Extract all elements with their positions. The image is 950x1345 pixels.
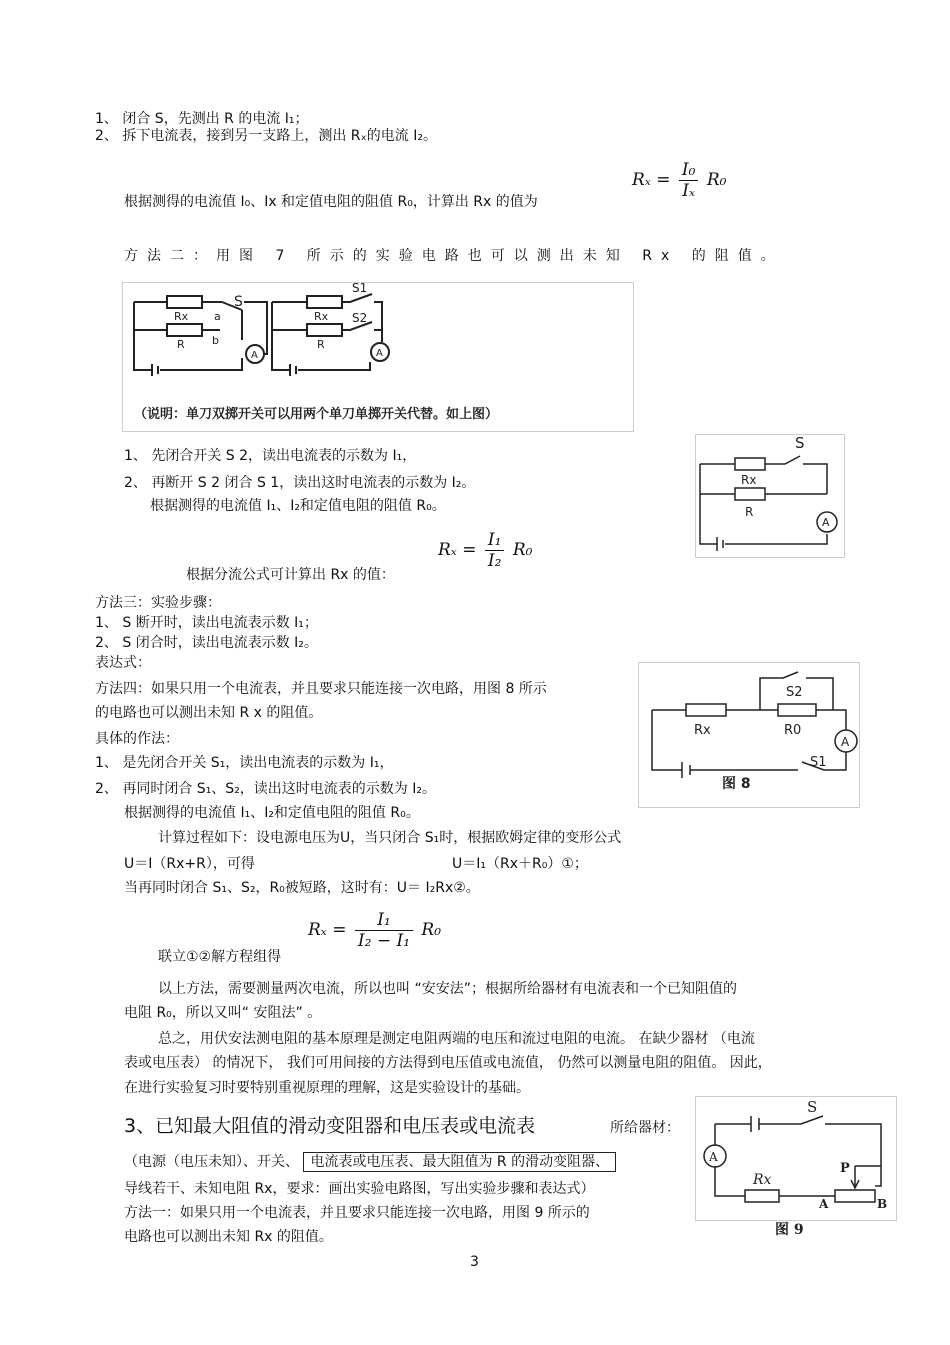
eq2-num: I₁	[485, 530, 505, 551]
method-3-heading: 方法三：实验步骤：	[95, 595, 221, 611]
fig8-caption: 图 8	[722, 776, 751, 792]
figA-label-r: R	[745, 505, 754, 519]
figA-ammeter: A	[822, 516, 830, 529]
figure-7	[122, 282, 634, 432]
fig9-label-p: P	[840, 1161, 850, 1176]
s3-method-1-line2: 电路也可以测出未知 Rx 的阻值。	[124, 1229, 333, 1245]
fig7-label-rx: Rx	[174, 310, 189, 323]
m2-formula-text: 根据分流公式可计算出 Rx 的值：	[186, 567, 395, 583]
eq1-rhs: R₀	[706, 170, 727, 190]
fig7-label-r2: R	[317, 338, 325, 351]
section-3-equipment-label: 所给器材：	[610, 1120, 680, 1136]
fig7-label-rx2: Rx	[314, 310, 329, 323]
m2-step-2: 2、 再断开 S 2 闭合 S 1，读出这时电流表的示数为 I₂。	[124, 475, 476, 491]
equation-3	[308, 910, 441, 951]
eq3-rhs: R₀	[421, 920, 442, 940]
fig7-label-r: R	[177, 338, 185, 351]
fig7-label-a: a	[214, 310, 221, 323]
fig9-label-b: B	[877, 1197, 888, 1211]
equipment-part-a: （电源（电压未知）、开关、	[124, 1154, 299, 1170]
m3-step-2: 2、 S 闭合时，读出电流表示数 I₂。	[95, 635, 318, 651]
equipment-boxed: 电流表或电压表、最大阻值为 R 的滑动变阻器、	[303, 1152, 616, 1172]
fig7-label-b: b	[212, 334, 219, 347]
figure-8	[638, 662, 860, 808]
figure-parallel-switch	[695, 434, 845, 558]
fig8-ammeter: A	[841, 735, 850, 749]
equipment-line-1	[124, 1153, 616, 1171]
eq1-den: Iₓ	[682, 181, 696, 201]
eq-u-i1: U＝I₁（Rx＋R₀）①；	[452, 856, 588, 872]
fig9-caption: 图 9	[775, 1222, 804, 1238]
m4-step-2: 2、 再同时闭合 S₁、S₂，读出这时电流表的示数为 I₂。	[95, 781, 436, 797]
equipment-line-2: 导线若干、未知电阻 Rx，要求：画出实验电路图，写出实验步骤和表达式）	[124, 1181, 595, 1197]
fig9-label-a: A	[819, 1197, 829, 1211]
fig7-ammeter-left: A	[251, 350, 258, 361]
fig7-label-s2: S2	[352, 311, 368, 325]
fig8-label-r0: R0	[784, 723, 802, 738]
eq2-rhs: R₀	[512, 540, 533, 560]
eq1-lhs: Rₓ =	[632, 170, 671, 190]
eq2-den: I₂	[487, 551, 502, 571]
page-number: 3	[470, 1254, 479, 1270]
figA-label-s: S	[795, 434, 805, 452]
summary-2: 电阻 R₀，所以又叫“ 安阻法” 。	[124, 1005, 322, 1021]
method-4-heading: 方法四：如果只用一个电流表，并且要求只能连接一次电路，用图 8 所示	[95, 681, 547, 697]
fig8-label-s2: S2	[786, 685, 803, 700]
summary-5: 在进行实验复习时要特别重视原理的理解，这是实验设计的基础。	[124, 1080, 530, 1096]
step-1: 1、 闭合 S，先测出 R 的电流 I₁；	[95, 111, 309, 127]
eq3-num: I₁	[355, 910, 413, 931]
solve-text: 联立①②解方程组得	[158, 949, 282, 965]
s3-method-1: 方法一：如果只用一个电流表，并且要求只能连接一次电路，用图 9 所示的	[124, 1205, 590, 1221]
eq1-num: I₀	[679, 160, 699, 181]
summary-4: 表或电压表） 的情况下， 我们可用间接的方法得到电压值或电流值， 仍然可以测量电阻的阻值。 因此，	[124, 1055, 772, 1071]
eq2-lhs: Rₓ =	[438, 540, 477, 560]
fig7-note: （说明：单刀双掷开关可以用两个单刀单掷开关代替。如上图）	[134, 407, 499, 422]
step-2: 2、 拆下电流表，接到另一支路上，测出 Rₓ的电流 I₂。	[95, 128, 437, 144]
summary-3: 总之，用伏安法测电阻的基本原理是测定电阻两端的电压和流过电阻的电流。 在缺少器材 （电流	[158, 1031, 755, 1047]
m2-result: 根据测得的电流值 I₁、I₂和定值电阻的阻值 R₀。	[150, 498, 446, 514]
method-4-line2: 的电路也可以测出未知 R x 的阻值。	[95, 705, 323, 721]
eq3-lhs: Rₓ =	[308, 920, 347, 940]
m4-howto: 具体的作法：	[95, 731, 179, 747]
equation-2	[438, 530, 532, 571]
eq-u-ir: U＝I（Rx+R），可得	[124, 856, 255, 872]
calc-process: 计算过程如下：设电源电压为U，当只闭合 S₁时，根据欧姆定律的变形公式	[158, 830, 622, 846]
m2-step-1: 1、 先闭合开关 S 2，读出电流表的示数为 I₁，	[124, 448, 417, 464]
fig9-label-rx: Rx	[753, 1172, 772, 1188]
fig7-ammeter-right: A	[376, 348, 383, 359]
figA-label-rx: Rx	[741, 473, 757, 487]
fig7-label-s: S	[234, 294, 243, 310]
section-3-heading: 3、已知最大阻值的滑动变阻器和电压表或电流表	[124, 1115, 536, 1137]
method-2-heading: 方法二：用图 7 所示的实验电路也可以测出未知 Rx 的阻值。	[124, 248, 784, 264]
m3-expression: 表达式：	[95, 655, 151, 671]
fig9-label-s: S	[807, 1098, 818, 1116]
summary-1: 以上方法，需要测量两次电流，所以也叫 “安安法”；根据所给器材有电流表和一个已知阻值的	[158, 981, 737, 997]
eq-u-i2: 当再同时闭合 S₁、S₂，R₀被短路，这时有：U＝ I₂Rx②。	[124, 880, 480, 896]
equation-1	[632, 160, 726, 201]
fig7-label-s1: S1	[352, 282, 368, 295]
fig9-ammeter: A	[709, 1150, 718, 1164]
fig8-label-s1: S1	[810, 755, 827, 770]
m3-step-1: 1、 S 断开时，读出电流表示数 I₁；	[95, 615, 318, 631]
fig8-label-rx: Rx	[694, 723, 711, 738]
figure-9	[695, 1096, 897, 1240]
m4-result: 根据测得的电流值 I₁、I₂和定值电阻的阻值 R₀。	[124, 805, 420, 821]
eq3-den: I₂ − I₁	[357, 931, 411, 951]
m4-step-1: 1、 是先闭合开关 S₁，读出电流表的示数为 I₁，	[95, 755, 394, 771]
text-calc-rx: 根据测得的电流值 I₀、Ix 和定值电阻的阻值 R₀，计算出 Rx 的值为	[124, 194, 538, 210]
